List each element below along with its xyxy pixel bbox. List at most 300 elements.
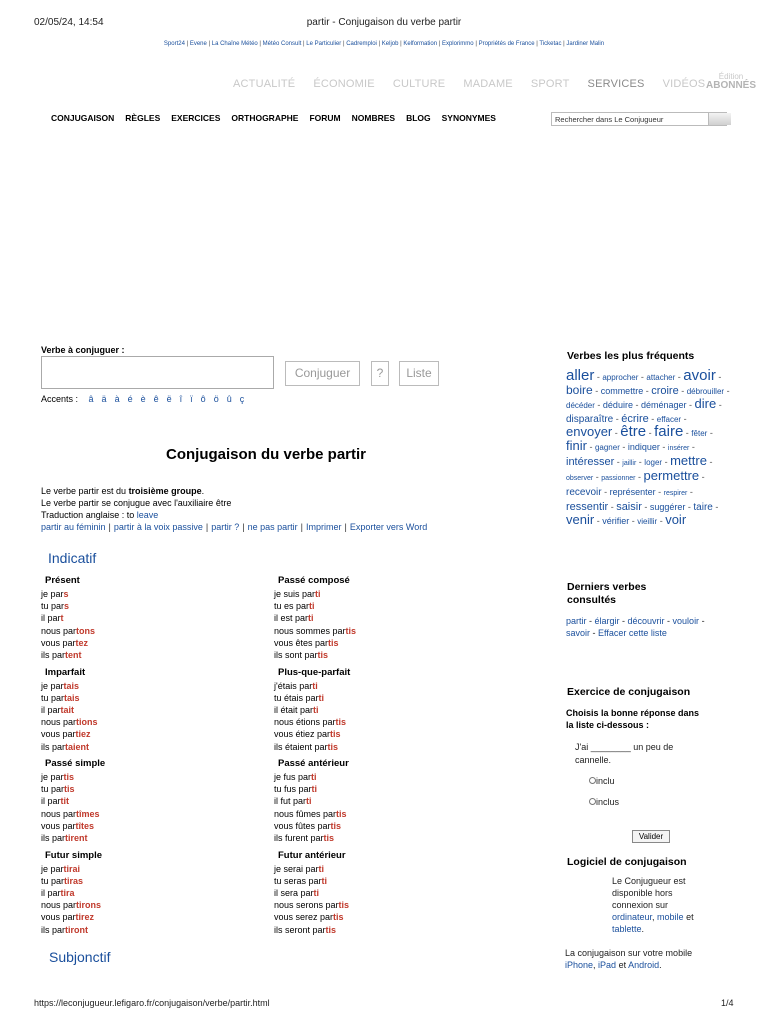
conjugation-row: [41, 705, 74, 715]
mainnav-item[interactable]: BLOG: [406, 113, 431, 123]
conjugation-stem: je serai par: [274, 863, 319, 874]
verb-option-link[interactable]: partir à la voix passive: [113, 522, 203, 532]
tense-title: Plus-que-parfait: [278, 666, 351, 678]
conjugation-stem: nous par: [41, 900, 77, 911]
option-inclu[interactable]: [589, 776, 615, 786]
frequent-verb-link[interactable]: recevoir: [566, 487, 602, 498]
software-title: Logiciel de conjugaison: [567, 856, 687, 868]
cloud-separator: -: [712, 502, 719, 512]
mobile-line-1: La conjugaison sur votre mobile: [565, 948, 693, 958]
conjugation-ending: tiez: [75, 729, 91, 740]
conjugation-ending: t: [60, 613, 64, 624]
conjugation-ending: ti: [311, 784, 318, 795]
cloud-separator: -: [592, 386, 601, 396]
conjugation-ending: ti: [313, 887, 320, 898]
recent-verb-link[interactable]: élargir: [594, 616, 620, 626]
cloud-separator: -: [601, 487, 610, 497]
conjugation-ending: tais: [64, 692, 80, 703]
frequent-verb-link[interactable]: saisir: [616, 501, 642, 513]
conjugation-row: [41, 796, 69, 806]
frequent-verb-link[interactable]: permettre: [643, 468, 700, 483]
frequent-verb-link[interactable]: disparaître: [566, 414, 614, 425]
cloud-separator: -: [594, 372, 603, 382]
group-suffix: .: [201, 486, 205, 496]
conjugation-row: [274, 729, 341, 739]
cloud-separator: -: [646, 428, 655, 438]
conjugation-row: [41, 589, 69, 599]
frequent-verb-link[interactable]: indiquer: [627, 442, 660, 452]
recent-verb-link[interactable]: vouloir: [672, 616, 700, 626]
conjugation-row: [274, 717, 346, 727]
frequent-verb-link[interactable]: représenter: [609, 487, 656, 497]
conjugation-stem: tu par: [41, 601, 65, 612]
frequent-verb-link[interactable]: déménager: [640, 400, 687, 410]
group-prefix: Le verbe partir est du: [41, 486, 129, 496]
auxiliary-line: Le verbe partir se conjugue avec l'auxiliaire être: [41, 498, 232, 508]
cloud-separator: -: [619, 442, 628, 452]
cloud-separator: -: [655, 487, 664, 497]
conjugation-stem: il était par: [274, 704, 314, 715]
conjugation-stem: je suis par: [274, 589, 316, 599]
frequent-verb-link[interactable]: vieillir: [637, 517, 658, 526]
frequent-verb-link[interactable]: dire: [694, 396, 717, 411]
frequent-verb-link[interactable]: insérer: [667, 445, 690, 452]
exercise-sentence-2: cannelle.: [575, 755, 612, 765]
conjugation-stem: ils par: [41, 650, 66, 660]
conjugation-stem: tu étais par: [274, 692, 319, 703]
conjugation-ending: ti: [318, 863, 325, 874]
cloud-separator: -: [594, 400, 603, 410]
frequent-verb-link[interactable]: loger: [644, 458, 663, 467]
conjugation-row: [41, 900, 101, 910]
conjugation-ending: tis: [64, 784, 75, 795]
frequent-verb-link[interactable]: suggérer: [649, 502, 686, 512]
topnav-item[interactable]: SPORT: [530, 78, 570, 90]
recent-verbs-title-1: Derniers verbes: [567, 581, 647, 593]
conjugation-ending: tis: [63, 772, 75, 782]
frequent-verb-link[interactable]: jaillir: [622, 460, 637, 467]
frequent-verb-link[interactable]: respirer: [663, 490, 688, 497]
accent-key[interactable]: ë: [166, 394, 172, 404]
cloud-separator: -: [608, 502, 617, 512]
conjugation-ending: tîmes: [76, 808, 100, 819]
conjugation-ending: s: [64, 601, 70, 612]
conjugation-ending: tit: [60, 796, 70, 807]
conjugation-stem: vous par: [41, 729, 76, 740]
software-and-1: et: [686, 912, 694, 922]
cloud-separator: -: [641, 502, 650, 512]
frequent-verb-link[interactable]: approcher: [602, 373, 639, 382]
conjugation-row: [274, 650, 328, 660]
topnav-item[interactable]: ÉCONOMIE: [313, 78, 375, 90]
conjugation-stem: nous par: [41, 625, 77, 636]
conjugation-row: [41, 912, 94, 922]
site-search-input[interactable]: Rechercher dans Le Conjugueur: [551, 112, 727, 126]
verb-option-link[interactable]: Imprimer: [306, 522, 342, 532]
option-inclus[interactable]: [589, 797, 619, 807]
cloud-separator: -: [648, 414, 657, 424]
partner-link[interactable]: Météo Consult: [262, 41, 302, 47]
conjugation-stem: je fus par: [274, 772, 312, 782]
conjugation-ending: tis: [333, 912, 344, 923]
link-separator: |: [300, 522, 303, 532]
conjugation-row: [41, 925, 88, 935]
cloud-separator: -: [593, 472, 602, 482]
conjugation-row: [274, 589, 321, 599]
mainnav-item[interactable]: CONJUGAISON: [51, 113, 115, 123]
partner-links: Sport24 | Evene | La Chaîne Météo | Météo Consult | Le Particulier | Cadremploi | Keljob | Kelformation | Explorimmo | Propriétés de France | Ticketac | Jardiner Malin: [163, 41, 605, 47]
partner-link[interactable]: Ticketac: [539, 41, 562, 47]
conjugation-ending: tis: [330, 820, 342, 831]
conjugation-stem: il fut par: [274, 796, 307, 807]
frequent-verbs-cloud: [566, 367, 734, 528]
conjugation-ending: tiront: [65, 924, 89, 935]
conjugation-ending: ti: [306, 796, 312, 807]
conjugation-ending: tis: [330, 729, 341, 740]
topnav-item[interactable]: CULTURE: [392, 78, 446, 90]
conjugation-stem: nous sommes par: [274, 625, 346, 636]
frequent-verb-link[interactable]: venir: [566, 512, 595, 527]
translation-link[interactable]: leave: [136, 510, 159, 520]
exercise-sentence-1: J'ai ________ un peu de: [575, 742, 674, 752]
accent-key[interactable]: è: [140, 394, 146, 404]
conjugation-row: [274, 613, 314, 623]
conjugation-ending: tiras: [64, 875, 84, 886]
conjugation-stem: vous fûtes par: [274, 820, 331, 831]
frequent-verb-link[interactable]: effacer: [656, 415, 682, 424]
conjugation-stem: je par: [41, 863, 64, 874]
conjugation-ending: ti: [311, 772, 317, 782]
cloud-separator: -: [662, 457, 671, 467]
topnav-item[interactable]: ACTUALITÉ: [233, 78, 296, 90]
conjugation-stem: vous serez par: [274, 912, 334, 923]
accent-key[interactable]: ö: [213, 394, 219, 404]
conjugation-stem: il est par: [274, 613, 309, 624]
cloud-separator: -: [614, 457, 623, 467]
frequent-verb-link[interactable]: vérifier: [602, 516, 630, 526]
conjugation-stem: tu seras par: [274, 875, 322, 886]
cloud-separator: -: [715, 372, 722, 382]
conjugation-ending: ti: [318, 692, 325, 703]
frequent-verb-link[interactable]: observer: [566, 475, 594, 482]
conjugation-ending: s: [63, 589, 69, 599]
partner-link[interactable]: Kelformation: [403, 41, 438, 47]
conjugation-stem: il par: [41, 887, 61, 898]
verb-input[interactable]: [41, 356, 274, 389]
frequent-verb-link[interactable]: commettre: [600, 386, 644, 396]
cloud-separator: -: [675, 372, 684, 382]
frequent-verb-link[interactable]: mettre: [670, 453, 707, 468]
conjugation-row: [274, 809, 347, 819]
frequent-verb-link[interactable]: débrouiller: [686, 387, 725, 396]
conjugation-row: [41, 650, 82, 660]
conjugation-stem: nous serons par: [274, 900, 339, 911]
accent-key[interactable]: ä: [101, 394, 107, 404]
software-line-1: Le Conjugueur est: [612, 876, 686, 886]
accent-key[interactable]: ï: [190, 394, 193, 404]
frequent-verb-link[interactable]: gagner: [594, 443, 620, 452]
topnav-item[interactable]: MADAME: [463, 78, 513, 90]
conjugation-stem: il par: [41, 704, 61, 715]
conjugation-stem: il par: [41, 796, 61, 807]
conjugation-ending: tis: [345, 625, 357, 636]
cloud-separator: -: [638, 372, 647, 382]
recent-separator: -: [619, 616, 628, 626]
help-button[interactable]: ?: [371, 361, 389, 386]
frequent-verb-link[interactable]: taire: [693, 502, 713, 513]
frequent-verb-link[interactable]: faire: [654, 423, 684, 440]
conjugation-stem: ils seront par: [274, 924, 326, 935]
partner-link[interactable]: Le Particulier: [306, 41, 342, 47]
print-doc-title: partir - Conjugaison du verbe partir: [306, 17, 462, 28]
software-line-5: tablette.: [612, 924, 645, 934]
conjugation-stem: tu par: [41, 875, 65, 886]
frequent-verb-link[interactable]: boire: [566, 383, 593, 397]
partner-link[interactable]: La Chaîne Météo: [211, 41, 258, 47]
mainnav-item[interactable]: NOMBRES: [351, 113, 396, 123]
cloud-separator: -: [636, 457, 645, 467]
accent-key[interactable]: é: [127, 394, 133, 404]
conjugation-ending: tait: [60, 704, 75, 715]
cloud-separator: -: [659, 442, 668, 452]
conjugation-row: [41, 864, 80, 874]
frequent-verb-link[interactable]: voir: [665, 512, 687, 527]
conjugation-row: [274, 742, 338, 752]
translation-prefix: Traduction anglaise : to: [41, 510, 137, 520]
conjugation-row: [41, 809, 100, 819]
section-subjonctif: Subjonctif: [49, 949, 111, 965]
conjugation-row: [274, 864, 324, 874]
conjugation-ending: tais: [63, 680, 80, 691]
conjugation-stem: ils étaient par: [274, 741, 328, 752]
verb-option-link[interactable]: Exporter vers Word: [349, 522, 428, 532]
conjugation-row: [274, 925, 336, 935]
accents-bar: [41, 394, 244, 404]
mainnav-item[interactable]: ORTHOGRAPHE: [231, 113, 299, 123]
footer-page-number: 1/4: [721, 998, 734, 1008]
frequent-verbs-title: Verbes les plus fréquents: [567, 350, 695, 362]
cloud-separator: -: [683, 428, 692, 438]
mobile-and: et: [618, 960, 627, 970]
verb-option-link[interactable]: ne pas partir: [247, 522, 298, 532]
conjugation-ending: tions: [76, 717, 98, 728]
conjugation-row: [274, 821, 341, 831]
verb-input-label: Verbe à conjuguer :: [41, 345, 125, 355]
recent-verb-link[interactable]: savoir: [566, 628, 591, 638]
conjugation-ending: tirent: [65, 833, 88, 843]
search-button[interactable]: [708, 113, 731, 125]
cloud-separator: -: [632, 400, 641, 410]
conjugation-stem: je par: [41, 772, 64, 782]
conjugation-ending: tis: [328, 637, 339, 648]
conjugation-stem: il sera par: [274, 887, 314, 898]
mainnav-item[interactable]: FORUM: [309, 113, 341, 123]
cloud-separator: -: [681, 414, 687, 424]
conjugation-stem: je par: [41, 680, 64, 691]
section-indicatif: Indicatif: [48, 550, 97, 566]
conjugation-stem: nous par: [41, 808, 77, 819]
partner-link[interactable]: Evene: [189, 41, 207, 47]
recent-verb-link[interactable]: partir: [566, 616, 587, 626]
mobile-link[interactable]: mobile: [657, 912, 684, 922]
conjugation-ending: tis: [323, 833, 335, 843]
conjugation-stem: nous étions par: [274, 717, 336, 728]
tense-title: Futur antérieur: [278, 849, 346, 861]
tense-title: Passé simple: [45, 758, 106, 769]
conjugation-stem: vous par: [41, 820, 76, 831]
cloud-separator: -: [635, 472, 644, 482]
mainnav-item[interactable]: EXERCICES: [171, 113, 221, 123]
option-inclu-label: inclu: [596, 776, 615, 786]
partner-link[interactable]: Sport24: [163, 41, 185, 47]
conjuguer-button[interactable]: Conjuguer: [285, 361, 360, 386]
accents-label: Accents :: [41, 394, 79, 404]
accent-key[interactable]: à: [114, 394, 120, 404]
frequent-verb-link[interactable]: ressentir: [566, 501, 609, 513]
partner-link[interactable]: Explorimmo: [441, 41, 474, 47]
cloud-separator: -: [612, 428, 621, 438]
iphone-link[interactable]: iPhone: [565, 960, 594, 970]
conjugation-row: [41, 876, 83, 886]
frequent-verb-link[interactable]: déduire: [602, 400, 633, 410]
conjugation-stem: tu par: [41, 692, 65, 703]
conjugation-stem: vous par: [41, 637, 76, 648]
frequent-verb-link[interactable]: envoyer: [566, 424, 613, 439]
conjugation-ending: tent: [65, 650, 82, 660]
partner-link[interactable]: Propriétés de France: [478, 41, 535, 47]
verb-option-link[interactable]: partir au féminin: [41, 522, 106, 532]
conjugation-row: [41, 613, 64, 623]
frequent-verb-link[interactable]: intéresser: [566, 456, 615, 468]
cloud-separator: -: [699, 472, 705, 482]
ordinateur-link[interactable]: ordinateur: [612, 912, 653, 922]
cloud-separator: -: [706, 457, 713, 467]
android-link[interactable]: Android: [628, 960, 660, 970]
recent-separator: -: [699, 616, 705, 626]
conjugation-stem: nous par: [41, 717, 77, 728]
cloud-separator: -: [685, 502, 694, 512]
conjugation-ending: taient: [65, 741, 90, 752]
conjugation-ending: tis: [336, 808, 347, 819]
mainnav-item[interactable]: SYNONYMES: [441, 113, 496, 123]
cloud-separator: -: [716, 400, 722, 410]
cloud-separator: -: [678, 386, 687, 396]
conjugation-row: [41, 693, 80, 703]
accent-key[interactable]: û: [226, 394, 232, 404]
conjugation-row: [41, 681, 79, 691]
conjugation-stem: vous étiez par: [274, 729, 331, 740]
partner-link[interactable]: Cadremploi: [346, 41, 377, 47]
frequent-verb-link[interactable]: fêter: [691, 429, 708, 438]
frequent-verb-link[interactable]: avoir: [683, 367, 716, 384]
frequent-verb-link[interactable]: écrire: [621, 413, 649, 425]
software-line-2: disponible hors: [612, 888, 673, 898]
conjugation-ending: ti: [315, 589, 321, 599]
accent-key[interactable]: â: [88, 394, 94, 404]
topnav-item[interactable]: VIDÉOS: [662, 78, 706, 90]
recent-verb-link[interactable]: découvrir: [627, 616, 665, 626]
abonnes-label: ABONNÉS: [706, 80, 757, 91]
conjugation-ending: tis: [325, 924, 337, 935]
conjugation-stem: tu fus par: [274, 784, 312, 795]
conjugation-ending: tis: [338, 900, 350, 911]
conjugation-row: [274, 601, 315, 611]
conjugation-ending: tez: [75, 637, 89, 648]
frequent-verb-link[interactable]: croire: [651, 385, 679, 397]
conjugation-ending: tons: [76, 625, 96, 636]
main-navigation: [51, 113, 507, 123]
top-navigation: [233, 78, 723, 90]
conjugation-row: [41, 601, 69, 611]
conjugation-row: [41, 742, 89, 752]
ipad-link[interactable]: iPad: [598, 960, 617, 970]
partner-link[interactable]: Jardiner Malin: [566, 41, 605, 47]
validate-button[interactable]: Valider: [632, 830, 670, 843]
conjugation-row: [41, 626, 95, 636]
group-value: troisième groupe: [128, 486, 202, 496]
frequent-verb-link[interactable]: décéder: [566, 401, 595, 410]
clear-recent-link[interactable]: Effacer cette liste: [598, 628, 667, 638]
cloud-separator: -: [586, 442, 595, 452]
cloud-separator: -: [724, 386, 730, 396]
software-line-3: connexion sur: [612, 900, 669, 910]
accent-key[interactable]: ê: [153, 394, 159, 404]
frequent-verb-link[interactable]: passionner: [601, 475, 636, 482]
accent-key[interactable]: ç: [239, 394, 245, 404]
cloud-separator: -: [686, 400, 695, 410]
page-title: Conjugaison du verbe partir: [166, 446, 367, 463]
conjugation-ending: tis: [317, 650, 329, 660]
conjugation-ending: ti: [312, 680, 318, 691]
edition-abonnes-link[interactable]: [706, 72, 756, 90]
tense-title: Passé antérieur: [278, 758, 349, 769]
recent-verbs-list: [566, 615, 726, 639]
link-separator: |: [205, 522, 209, 532]
verb-option-link[interactable]: partir ?: [211, 522, 240, 532]
conjugation-stem: ils par: [41, 741, 66, 752]
topnav-item[interactable]: SERVICES: [587, 78, 645, 90]
frequent-verb-link[interactable]: attacher: [646, 373, 676, 382]
accent-key[interactable]: î: [179, 394, 183, 404]
conjugation-row: [274, 705, 319, 715]
cloud-separator: -: [707, 428, 713, 438]
radio-inclu[interactable]: [589, 777, 596, 784]
conjugation-row: [274, 888, 319, 898]
conjugation-stem: j'étais par: [274, 680, 313, 691]
radio-inclus[interactable]: [589, 798, 596, 805]
tense-title: Passé composé: [278, 575, 350, 586]
tablette-link[interactable]: tablette: [612, 924, 642, 934]
translation-line: [41, 510, 158, 520]
conjugation-row: [41, 638, 88, 648]
edition-label: Édition: [718, 72, 744, 81]
conjugation-row: [274, 681, 318, 691]
accent-key[interactable]: ô: [200, 394, 206, 404]
conjugation-ending: tirez: [75, 912, 95, 923]
footer-url: https://leconjugueur.lefigaro.fr/conjugaison/verbe/partir.html: [34, 998, 270, 1008]
conjugation-stem: nous fûmes par: [274, 808, 337, 819]
conjugation-ending: tis: [327, 741, 339, 752]
link-separator: |: [108, 522, 111, 532]
frequent-verb-link[interactable]: aller: [566, 367, 595, 384]
frequent-verb-link[interactable]: finir: [566, 438, 587, 453]
mainnav-item[interactable]: RÈGLES: [125, 113, 161, 123]
liste-button[interactable]: Liste: [399, 361, 439, 386]
conjugation-row: [41, 717, 98, 727]
partner-link[interactable]: Keljob: [381, 41, 399, 47]
frequent-verb-link[interactable]: être: [620, 423, 647, 440]
conjugation-ending: tirai: [63, 863, 81, 874]
